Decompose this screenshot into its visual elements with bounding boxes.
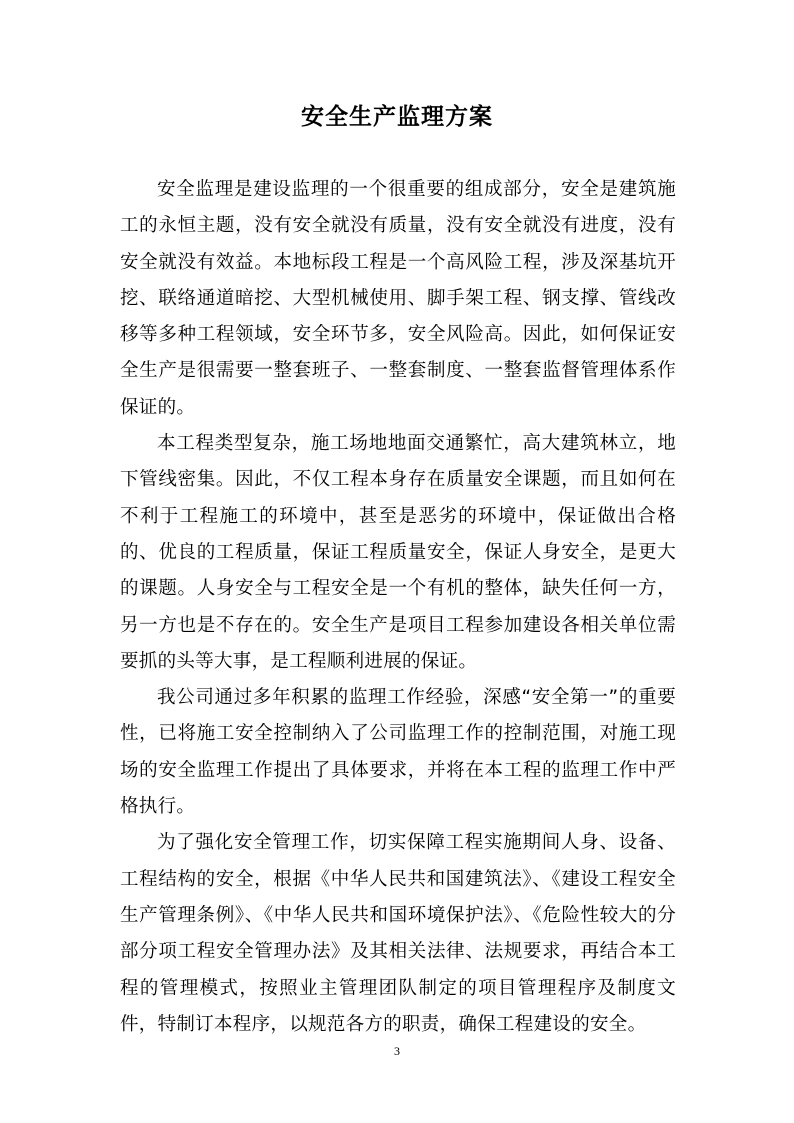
document-body	[120, 172, 676, 1043]
paragraph-2: 本工程类型复杂，施工场地地面交通繁忙，高大建筑林立，地下管线密集。因此，不仅工程本身存在质量安全课题，而且如何在不利于工程施工的环境中，甚至是恶劣的环境中，保证做出合格的、优良的工程质量，保证工程质量安全，保证人身安全，是更大的课题。人身安全与工程安全是一个有机的整体，缺失任何一方，另一方也是不存在的。安全生产是项目工程参加建设各相关单位需要抓的头等大事，是工程顺利进展的保证。	[120, 433, 676, 672]
paragraph-3: 我公司通过多年积累的监理工作经验，深感“安全第一”的重要性，已将施工安全控制纳入了公司监理工作的控制范围，对施工现场的安全监理工作提出了具体要求，并将在本工程的监理工作中严格执行。	[120, 687, 676, 818]
paragraph-4: 为了强化安全管理工作，切实保障工程实施期间人身、设备、工程结构的安全，根据《中华人民共和国建筑法》、《建设工程安全生产管理条例》、《中华人民共和国环境保护法》、《危险性较大的分部分项工程安全管理办法》及其相关法律、法规要求，再结合本工程的管理模式，按照业主管理团队制定的项目管理程序及制度文件，特制订本程序，以规范各方的职责，确保工程建设的安全。	[120, 832, 676, 1035]
page-number: 3	[394, 1044, 400, 1058]
document-title: 安全生产监理方案	[301, 103, 493, 130]
paragraph-1: 安全监理是建设监理的一个很重要的组成部分，安全是建筑施工的永恒主题，没有安全就没有质量，没有安全就没有进度，没有安全就没有效益。本地标段工程是一个高风险工程，涉及深基坑开挖、联络通道暗挖、大型机械使用、脚手架工程、钢支撑、管线改移等多种工程领域，安全环节多，安全风险高。因此，如何保证安全生产是很需要一整套班子、一整套制度、一整套监督管理体系作保证的。	[120, 179, 676, 418]
